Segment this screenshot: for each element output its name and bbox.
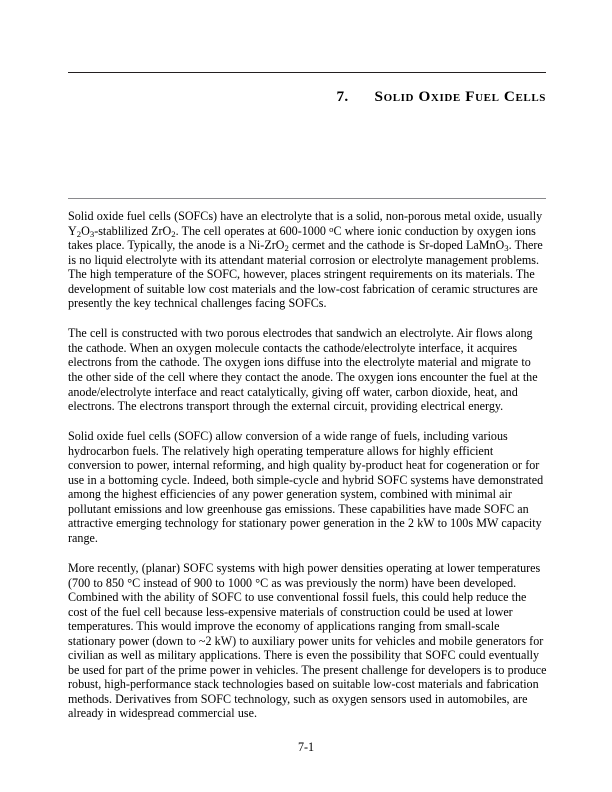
- header-rule-top: [68, 72, 546, 73]
- subscript: 2: [284, 243, 289, 253]
- chapter-number: 7.: [336, 88, 349, 105]
- subscript: 3: [89, 228, 95, 239]
- subscript: 3: [504, 243, 509, 253]
- paragraph: Solid oxide fuel cells (SOFC) allow conversion of a wide range of fuels, including various hydrocarbon fuels. The relatively high operating temperature allows for highly efficient conversion to power, internal reforming, and high quality by-product heat for cogeneration or for use in a bottoming cycle. Indeed, both simple-cycle and hybrid SOFC systems have demonstrated among the highest efficiencies of any power generation system, combined with minimal air pollutant emissions and low greenhouse gas emissions. These capabilities have made SOFC an attractive emerging technology for stationary power generation in the 2 kW to 100s MW capacity range.: [68, 429, 544, 545]
- subscript: 2: [76, 228, 82, 239]
- page-title: [68, 89, 546, 106]
- chapter-title: Solid Oxide Fuel Cells: [374, 88, 546, 105]
- degree-superscript: o: [329, 223, 334, 234]
- paragraph: Solid oxide fuel cells (SOFCs) have an electrolyte that is a solid, non-porous metal oxide, usually $Y_2O_3$-stablilized ZrO$_2$. The cell operates at 600-1000 $^o$C where ionic conduction by oxygen ions takes place. Typically, the anode is a Ni-ZrO$_2$ cermet and the cathode is Sr-doped LaMnO$_3$. There is no liquid electrolyte with its attendant material corrosion or electrolyte management problems. The high temperature of the SOFC, however, places stringent requirements on its materials. The development of suitable low cost materials and the low-cost fabrication of ceramic structures are presently the key technical challenges facing SOFCs.: [68, 209, 543, 311]
- page-footer: [0, 738, 612, 756]
- header-rule-bottom: [68, 198, 546, 199]
- subscript: 2: [171, 228, 176, 239]
- page-number: 7-1: [297, 740, 315, 754]
- body-text: [68, 209, 547, 721]
- paragraph: The cell is constructed with two porous electrodes that sandwich an electrolyte. Air flows along the cathode. When an oxygen molecule contacts the cathode/electrolyte interface, it acquires electrons from the cathode. The oxygen ions diffuse into the electrolyte material and migrate to the other side of the cell where they contact the anode. The oxygen ions encounter the fuel at the anode/electrolyte interface and react catalytically, giving off water, carbon dioxide, heat, and electrons. The electrons transport through the external circuit, providing electrical energy.: [68, 326, 538, 414]
- chapter-header: [68, 72, 546, 106]
- paragraph: More recently, (planar) SOFC systems with high power densities operating at lower temperatures (700 to 850 °C instead of 900 to 1000 °C as was previously the norm) have been developed. Combined with the ability of SOFC to use conventional fossil fuels, this could help reduce the cost of the fuel cell because less-expensive materials of construction could be used at lower temperatures. This would improve the economy of applications ranging from small-scale stationary power (down to ~2 kW) to auxiliary power units for vehicles and mobile generators for civilian as well as military applications. There is even the possibility that SOFC could eventually be used for part of the prime power in vehicles. The present challenge for developers is to produce robust, high-performance stack technologies based on suitable low-cost materials and fabrication methods. Derivatives from SOFC technology, such as oxygen sensors used in automobiles, are already in widespread commercial use.: [68, 560, 547, 721]
